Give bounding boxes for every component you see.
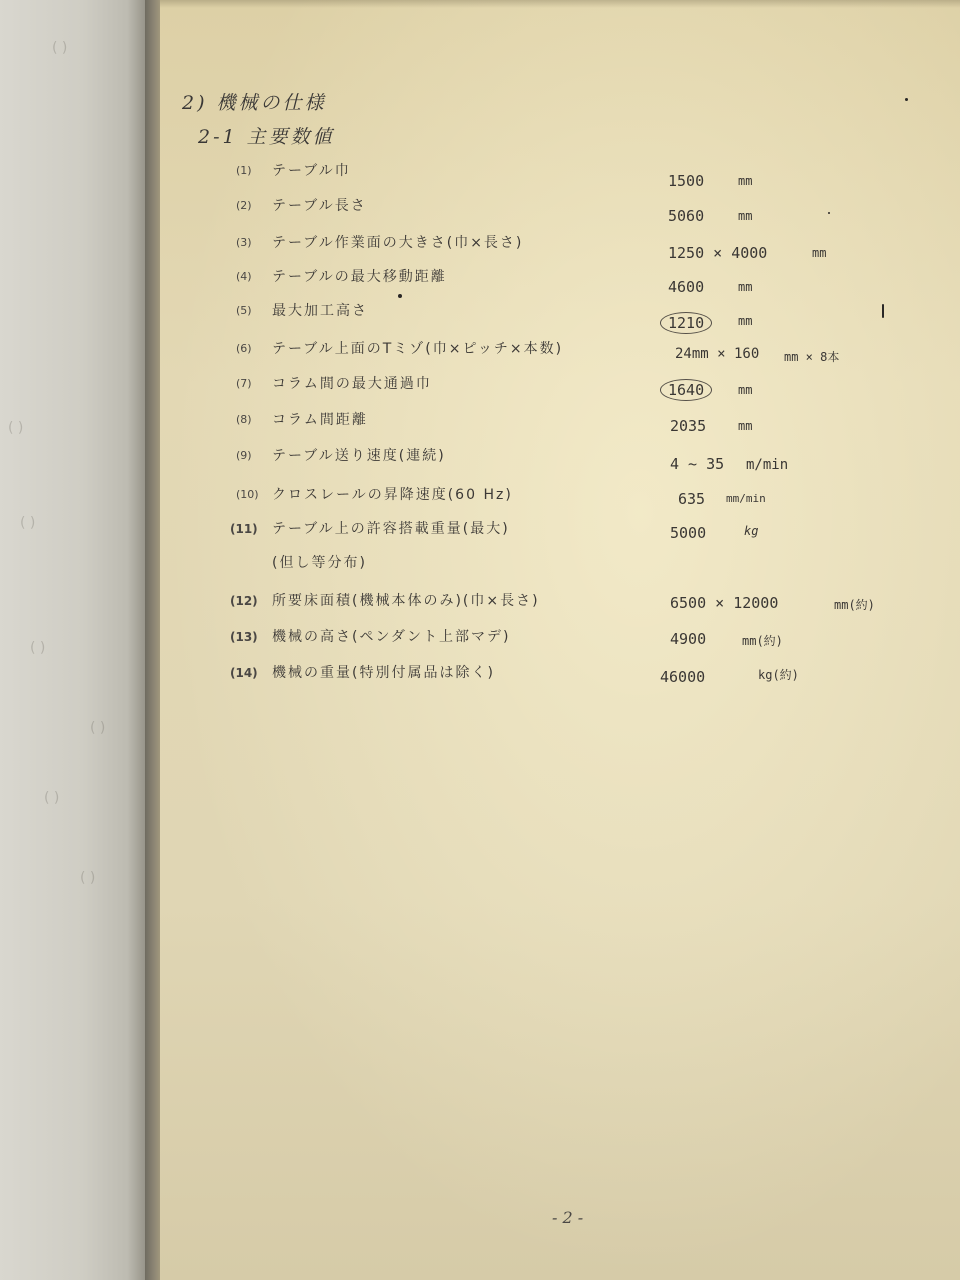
item-label: コラム間の最大通過巾 — [272, 376, 432, 392]
paper-speck — [398, 294, 402, 298]
item-unit: mm(約) — [742, 634, 783, 648]
bleed-through-mark: ( ) — [90, 720, 106, 736]
item-value: 1500 — [668, 172, 705, 190]
bleed-through-mark: ( ) — [8, 420, 24, 436]
bleed-through-mark: ( ) — [44, 790, 60, 806]
spec-row — [160, 590, 960, 620]
paper-speck — [882, 304, 884, 318]
item-number: (14) — [230, 666, 258, 680]
item-label: テーブル上の許容搭載重量(最大) — [272, 521, 510, 537]
spec-row — [160, 373, 960, 403]
spec-row — [160, 445, 960, 475]
spec-row — [160, 552, 960, 582]
item-number: (13) — [230, 630, 258, 644]
item-number: (4) — [236, 270, 252, 283]
item-number: (9) — [236, 449, 252, 462]
item-value: 46000 — [660, 668, 706, 686]
paper-speck — [828, 212, 830, 214]
item-label: 所要床面積(機械本体のみ)(巾×長さ) — [272, 593, 540, 609]
item-unit: m/min — [746, 457, 789, 473]
item-label: 機械の重量(特別付属品は除く) — [272, 665, 495, 681]
item-unit: mm — [738, 174, 753, 188]
subsection-title: 2-1 主要数値 — [198, 126, 335, 148]
item-unit: mm — [738, 314, 753, 328]
item-label: クロスレールの昇降速度(60 Hz) — [272, 487, 513, 503]
item-label: テーブル巾 — [272, 163, 351, 179]
item-unit: mm — [738, 383, 753, 397]
item-number: (3) — [236, 236, 252, 249]
facing-page — [0, 0, 150, 1280]
circled-value: 1640 — [660, 379, 712, 401]
document-page — [160, 0, 960, 1280]
item-number: (5) — [236, 304, 252, 317]
bleed-through-mark: ( ) — [52, 40, 68, 56]
item-value: 635 — [678, 490, 706, 508]
spec-row — [160, 266, 960, 296]
section-title: 2) 機械の仕様 — [182, 92, 327, 114]
item-number: (7) — [236, 377, 252, 390]
spec-row — [160, 232, 960, 262]
bleed-through-mark: ( ) — [30, 640, 46, 656]
item-label-note: (但し等分布) — [272, 555, 367, 571]
item-number: (12) — [230, 594, 258, 608]
item-unit: mm/min — [726, 492, 766, 505]
spec-row — [160, 626, 960, 656]
paper-speck — [905, 98, 908, 101]
spec-row — [160, 662, 960, 692]
item-unit: mm × 8本 — [784, 350, 840, 364]
item-value: 6500 × 12000 — [670, 594, 779, 612]
item-label: テーブル作業面の大きさ(巾×長さ) — [272, 235, 524, 251]
item-unit: mm — [738, 280, 753, 294]
item-number: (2) — [236, 199, 252, 212]
item-unit: kg — [744, 524, 759, 538]
item-unit: kg(約) — [758, 668, 799, 682]
item-number: (10) — [236, 488, 259, 501]
page-number: - 2 - — [552, 1208, 584, 1227]
spec-row — [160, 409, 960, 439]
spec-row — [160, 300, 960, 330]
item-label: テーブル送り速度(連続) — [272, 448, 446, 464]
item-label: テーブル長さ — [272, 198, 367, 214]
spec-row — [160, 338, 960, 368]
item-value: 4900 — [670, 630, 707, 648]
item-value: 5060 — [668, 207, 705, 225]
item-value: 24mm × 160 — [675, 346, 760, 362]
spec-row — [160, 518, 960, 548]
item-number: (1) — [236, 164, 252, 177]
item-label: 機械の高さ(ペンダント上部マデ) — [272, 629, 511, 645]
item-label: テーブル上面のTミゾ(巾×ピッチ×本数) — [272, 341, 564, 357]
item-number: (8) — [236, 413, 252, 426]
item-value: 4 ~ 35 — [670, 455, 725, 473]
item-number: (6) — [236, 342, 252, 355]
bleed-through-mark: ( ) — [20, 515, 36, 531]
item-value: 1250 × 4000 — [668, 244, 768, 262]
item-label: テーブルの最大移動距離 — [272, 269, 447, 285]
bleed-through-mark: ( ) — [80, 870, 96, 886]
item-unit: mm — [812, 246, 827, 260]
item-value: 5000 — [670, 524, 707, 542]
spec-row — [160, 484, 960, 514]
item-unit: mm(約) — [834, 598, 875, 612]
spec-row — [160, 160, 960, 190]
item-value: 2035 — [670, 417, 707, 435]
item-number: (11) — [230, 522, 258, 536]
item-label: 最大加工高さ — [272, 303, 368, 319]
circled-value: 1210 — [660, 312, 712, 334]
spec-list — [160, 0, 960, 760]
item-label: コラム間距離 — [272, 412, 368, 428]
spec-row — [160, 195, 960, 225]
item-unit: mm — [738, 209, 753, 223]
item-value: 4600 — [668, 278, 705, 296]
item-unit: mm — [738, 419, 753, 433]
